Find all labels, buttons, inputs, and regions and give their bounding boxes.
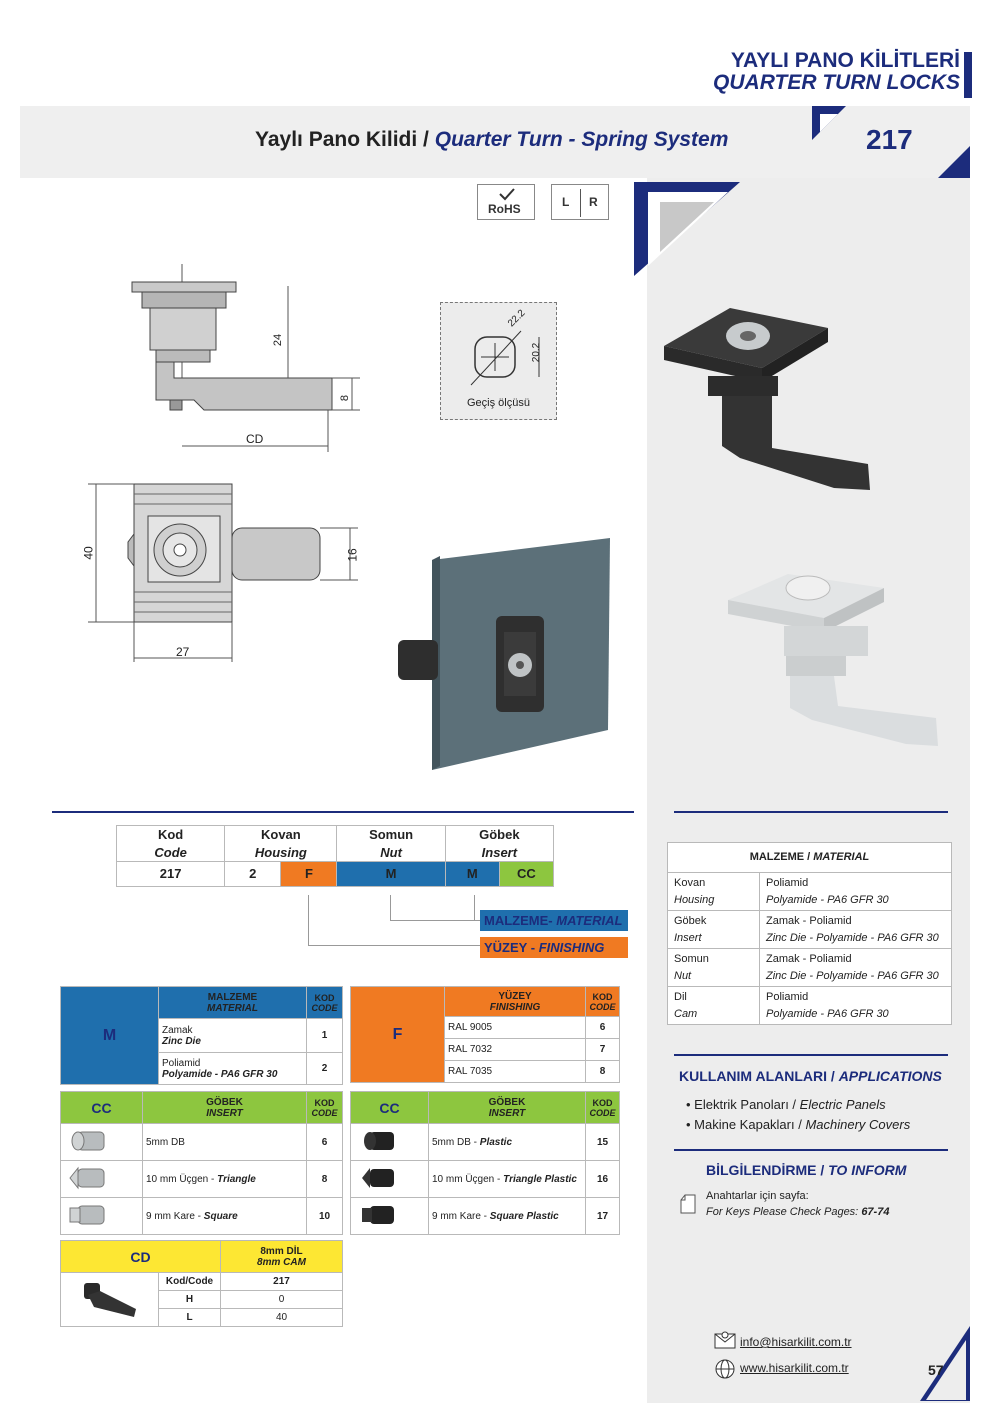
plastic-insert-icon [354,1163,404,1193]
section-header [713,50,960,94]
option-code: 15 [586,1124,620,1161]
divider [674,811,948,813]
divider [674,1054,948,1056]
top-view-drawing [88,476,378,666]
cutout-dimension-box [440,302,557,420]
cam-icon [64,1273,154,1323]
option-code: 8 [307,1161,343,1198]
white-lock-render [724,570,964,770]
material-cell: Poliamid Polyamide - PA6 GFR 30 [760,987,952,1025]
metal-insert-icon [64,1163,114,1193]
insert-image [351,1198,429,1235]
document-icon [680,1194,696,1214]
product-title [255,128,728,152]
corner-decoration-icon [812,106,852,146]
part-cell: Kovan Housing [668,873,760,911]
option-header: GÖBEK INSERT [143,1092,307,1124]
cutout-dim-202: 20.2 [531,342,543,363]
part-cell: Somun Nut [668,949,760,987]
table-row: Zamak Zinc Die [159,1019,307,1053]
table-row: 9 mm Kare - Square [143,1198,307,1235]
section-title-tr: YAYLI PANO KİLİTLERİ [730,49,960,72]
material-cell: Zamak - Poliamid Zinc Die - Polyamide - PA6 GFR 30 [760,949,952,987]
divider [52,811,634,813]
option-letter: CD [61,1241,221,1273]
option-code: 6 [307,1124,343,1161]
option-letter: M [61,987,159,1085]
list-item: • Elektrik Panoları / Electric Panels [686,1097,886,1112]
connector [308,945,480,946]
option-code: 10 [307,1198,343,1235]
table-row: RAL 9005 [445,1017,586,1039]
side-view-drawing [120,260,370,460]
value-housing: 2 [225,862,281,887]
plastic-insert-icon [354,1200,404,1230]
website-link[interactable]: www.hisarkilit.com.tr [740,1361,849,1375]
connector [390,920,480,921]
table-row: RAL 7032 [445,1039,586,1061]
inform-title: BİLGİLENDİRME / TO INFORM [706,1162,907,1178]
table-row: RAL 7035 [445,1061,586,1083]
cam-image [61,1273,159,1327]
left-label: L [562,195,570,209]
option-code: 6 [586,1017,620,1039]
email-link[interactable]: info@hisarkilit.com.tr [740,1335,852,1349]
applications-list [686,1095,910,1135]
finishing-label: YÜZEY - FINISHING [480,937,628,958]
option-letter: CC [351,1092,429,1124]
cutout-dim-222: 22.2 [505,307,528,330]
table-row: 5mm DB [143,1124,307,1161]
product-title-en: Quarter Turn - Spring System [434,128,729,151]
material-label: MALZEME- MATERIAL [480,910,628,931]
option-code: 2 [307,1053,343,1085]
dim-24: 24 [272,333,285,347]
table-row: 10 mm Üçgen - Triangle [143,1161,307,1198]
applications-title: KULLANIM ALANLARI / APPLICATIONS [679,1068,942,1084]
part-cell: Dil Cam [668,987,760,1025]
connector [390,895,391,920]
list-item: • Makine Kapakları / Machinery Covers [686,1117,911,1132]
option-header: 8mm DİL 8mm CAM [221,1241,343,1273]
option-letter: CC [61,1092,143,1124]
code-header: KOD CODE [586,987,620,1017]
order-code-table [116,825,554,887]
dim-16: 16 [345,548,360,562]
material-table-title: MALZEME / MATERIAL [668,843,952,873]
key-pages[interactable]: 67-74 [861,1206,890,1218]
material-options-table [60,986,343,1085]
cam-row-label: Kod/Code [159,1273,221,1291]
table-row: 9 mm Kare - Square Plastic [429,1198,586,1235]
value-material: M [337,862,445,887]
insert-image [61,1198,143,1235]
header-nut: Somun Nut [337,826,445,862]
table-row: 5mm DB - Plastic [429,1124,586,1161]
finishing-options-table [350,986,620,1083]
black-lock-render [660,296,960,496]
dim-27: 27 [176,645,190,659]
email-icon [714,1330,736,1350]
table-row: Poliamid Polyamide - PA6 GFR 30 [159,1053,307,1085]
right-label: R [589,195,598,209]
header-insert: Göbek Insert [445,826,553,862]
insert-image [61,1124,143,1161]
option-code: 1 [307,1019,343,1053]
rohs-label: RoHS [488,202,521,216]
metal-insert-icon [64,1200,114,1230]
option-header: MALZEME MATERIAL [159,987,307,1019]
dim-40: 40 [81,546,96,560]
plastic-insert-icon [354,1126,404,1156]
code-header: KOD CODE [307,1092,343,1124]
cam-row-value: 217 [221,1273,343,1291]
dim-cd: CD [246,432,264,446]
panel-mount-render [390,530,620,780]
option-code: 7 [586,1039,620,1061]
connector [308,895,309,945]
option-code: 17 [586,1198,620,1235]
code-header: KOD CODE [586,1092,620,1124]
header-accent-bar [964,52,972,98]
option-header: YÜZEY FINISHING [445,987,586,1017]
insert-metal-table [60,1091,343,1235]
value-insert-material: M [445,862,499,887]
cam-options-table [60,1240,343,1327]
insert-image [351,1124,429,1161]
corner-decoration-icon [634,182,744,278]
cam-row-label: H [159,1291,221,1309]
page-code: 217 [866,124,913,155]
value-finishing: F [281,862,337,887]
globe-icon [714,1358,736,1380]
lr-badge [551,184,609,220]
page-number: 57 [928,1362,944,1378]
material-cell: Zamak - Poliamid Zinc Die - Polyamide - PA6 GFR 30 [760,911,952,949]
cam-row-value: 40 [221,1309,343,1327]
table-row: 10 mm Üçgen - Triangle Plastic [429,1161,586,1198]
connector [474,895,475,920]
rohs-badge [477,184,535,220]
section-title-en: QUARTER TURN LOCKS [713,71,960,95]
insert-image [61,1161,143,1198]
product-title-tr: Yaylı Pano Kilidi / [255,128,429,151]
corner-decoration-icon [936,146,972,180]
value-insert: CC [499,862,553,887]
cam-row-label: L [159,1309,221,1327]
insert-image [351,1161,429,1198]
inform-text: Anahtarlar için sayfa: For Keys Please Check Pages: 67-74 [706,1190,890,1218]
option-code: 16 [586,1161,620,1198]
material-table [667,842,952,1025]
dim-8: 8 [339,394,352,402]
option-header: GÖBEK INSERT [429,1092,586,1124]
code-header: KOD CODE [307,987,343,1019]
cam-row-value: 0 [221,1291,343,1309]
header-code: Kod Code [117,826,225,862]
metal-insert-icon [64,1126,114,1156]
option-code: 8 [586,1061,620,1083]
cutout-label: Geçiş ölçüsü [467,397,530,409]
option-letter: F [351,987,445,1083]
header-housing: Kovan Housing [225,826,337,862]
checkmark-icon [498,187,516,201]
insert-plastic-table [350,1091,620,1235]
value-code: 217 [117,862,225,887]
divider [674,1149,948,1151]
material-cell: Poliamid Polyamide - PA6 GFR 30 [760,873,952,911]
part-cell: Göbek Insert [668,911,760,949]
